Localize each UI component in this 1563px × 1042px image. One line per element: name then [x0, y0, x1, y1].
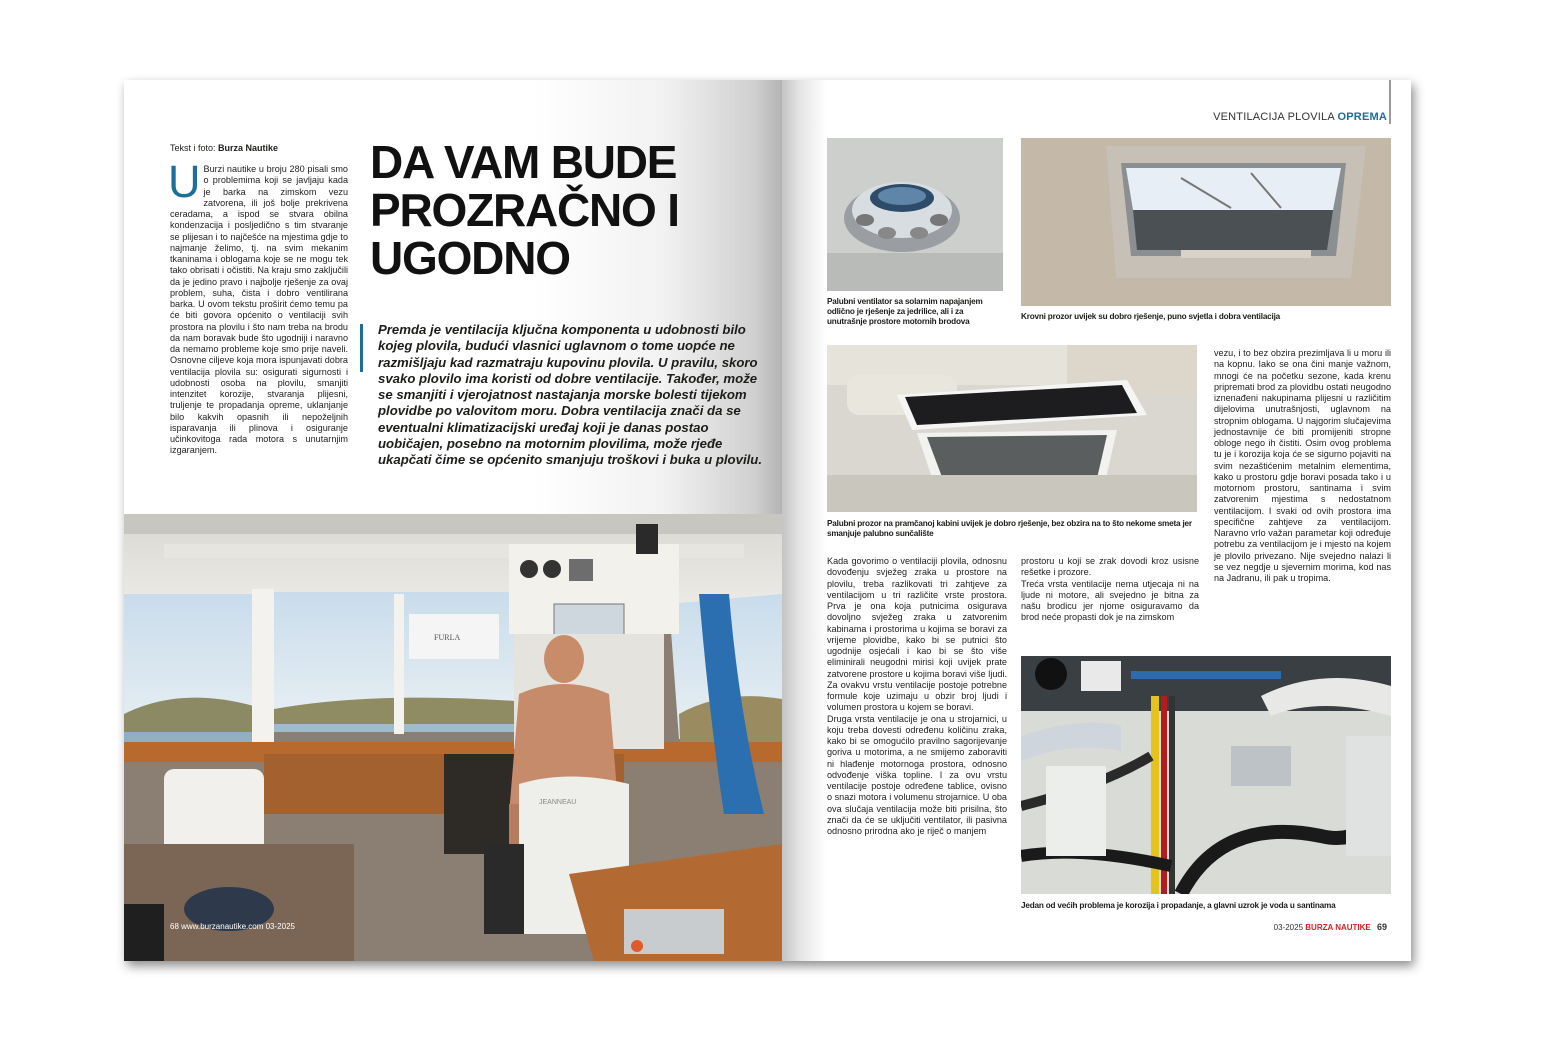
- lead-accent-bar: [360, 324, 363, 372]
- intro-column: U Burzi nautike u broju 280 pisali smo o problemima koji se javljaju kada je barka na zimskom vezu zatvorena, ili još bolje prekrivena ceradama, a ispod se stvara obilna kondenzacija i posljedično s tim stvaranje se plijesan i to najčešće na mjestima gdje to najmanje želimo, tj. na svim mekanim tkaninama i oblogama koje se ne mogu tek tako obrisati i očistiti. Na kraju smo zaključili da je jedino pravo i najbolje rješenje za ovaj problem, suha, čista i dobro ventilirana barka. U ovom tekstu proširit ćemo temu pa će biti govora općenito o ventilaciji svih prostora na plovilu i što nam treba na brodu da nam boravak bude što ugodniji i naravno da nemamo probleme koje smo prije naveli. Osnovne ciljeve koja mora ispunjavati dobra ventilacija plovila su: osigurati sigurnosti i udobnosti osoba na plovilu, smanjiti intenzitet korozije, stvaranja plijesni, truljenje te propadanja opreme, uklanjanje bilo kakvih opasnih ili nepoželjnih isparavanja ili plinova i osiguranje učinkovitoga rada motora s unutarnjim izgaranjem.: [168, 156, 348, 456]
- section-rule: [1389, 80, 1391, 124]
- towel-label: FURLA: [434, 633, 461, 642]
- dropcap: U: [168, 156, 201, 207]
- caption-engine: Jedan od većih problema je korozija i propadanje, a glavni uzrok je voda u santinama: [1021, 901, 1336, 910]
- text-column-1: Kada govorimo o ventilaciji plovila, odnosnu dovođenju svježeg zraka u prostore na plovilu, treba razlikovati tri zahtjeve za ventilacijom u tri različite vrste prostora. Prva je ona koja putnicima osigurava dovoljno svježeg zraka u zatvorenim kabinama i prostorima u kojima se boravi za vrijeme plovidbe, kako bi se putnici što ugodnije osjećali i kao bi se što više eliminirali neugodni mirisi koji uvijek prate zatvorene prostore u kojima boravi više ljudi. Za ovakvu vrstu ventilacije postoje potrebne formule koje uzimaju u obzir broj ljudi i volumen prostora u kojem se boravi. Druga vrsta ventilacije je ona u strojarnici, u koju treba dovesti određenu količinu zraka, kako bi se omogućilo pravilno sagorijevanje goriva u motorima, a ne smijemo zaboraviti ni hlađenje motornoga prostora, odnosno odvođenje viška topline. I za ovu vrstu ventilacije postoje određene tablice, ovisno o snazi motora i volumenu strojarnice. U oba ova slučaja ventilacija može biti prisilna, što znači da će se uključiti ventilator, ili pasivna odnosno prirodna ako je riječ o manjem: [827, 556, 1007, 836]
- section-tag: VENTILACIJA PLOVILA OPREMA: [1213, 111, 1387, 123]
- cockpit-photo: [124, 514, 782, 961]
- text-column-2: prostoru u koji se zrak dovodi kroz usisne rešetke i prozore. Treća vrsta ventilacije nema utjecaja ni na ljude ni motore, ali svejedno je bitna za našu brodicu jer njome osiguravamo da brod neće propasti dok je na zimskom: [1021, 556, 1199, 623]
- magazine-spread: [124, 80, 1411, 961]
- article-headline: DA VAM BUDE PROZRAČNO I UGODNO: [370, 136, 679, 284]
- lead-paragraph: Premda je ventilacija ključna komponenta u udobnosti bilo kojeg plovila, budući vlasnici uglavnom o tome uopće ne razmišljaju kad razmatraju kupovinu plovila. U pravilu, skoro svako plovilo ima koristi od dobre ventilacije. Također, može se smanjiti i vjerojatnost nastajanja morske bolesti tijekom plovidbe po valovitom moru. Dobra ventilacija znači da se eventualni klimatizacijski uređaj koji je danas postao uobičajen, posebno na motornim plovilima, može rjeđe ukapčati čime se općenito smanjuju troškovi i buka u plovilu.: [360, 322, 772, 469]
- deck-hatch-photo: [827, 345, 1197, 512]
- folio-left: 68 www.burzanautike.com 03-2025: [170, 922, 295, 931]
- left-page: [124, 80, 782, 961]
- caption-vent: Palubni ventilator sa solarnim napajanjem odlično je rješenje za jedrilice, ali i za unutrašnje prostore motornih brodova: [827, 297, 983, 326]
- roof-window-photo: [1021, 138, 1391, 306]
- deck-ventilator-photo: [827, 138, 1003, 291]
- caption-hatch: Palubni prozor na pramčanoj kabini uvijek je dobro rješenje, bez obzira na to što nekome smeta jer smanjuje palubno sunčalište: [827, 519, 1192, 538]
- right-page: [782, 80, 1411, 961]
- text-column-3: vezu, i to bez obzira prezimljava li u moru ili na kopnu. Iako se ona čini manje važnom, mnogi će na početku sezone, kada krenu pripremati brod za plovidbu ostati neugodno iznenađeni nakupinama plijesni u različitim dijelovima unutrašnjosti, uglavnom na stropnim oblogama. U najgorim slučajevima jednostavnije će biti promijeniti stropne obloge nego ih čistiti. Osim ovog problema tu je i korozija koja će se sigurno pojaviti na svim nezaštićenim metalnim elementima, kako u prostoru gdje boravi posada tako i u motornom prostoru, santinama i svim zatvorenim mjestima s nedostatnom ventilacijom. I svaki od ovih prostora ima specifične zahtjeve za ventilacijom. Naravno vrlo važan parametar koji određuje potrebu za ventilacijom je i mjesto na kojem je plovilo privezano. Nije svejedno nalazi li se vez negdje u sjevernim morima, kod nas na Jadranu, ili pak u tropima.: [1214, 348, 1391, 583]
- engine-room-photo: [1021, 656, 1391, 894]
- folio-right: 03-2025 BURZA NAUTIKE 69: [1273, 922, 1387, 932]
- byline: Tekst i foto: Burza Nautike: [170, 143, 279, 153]
- caption-roof: Krovni prozor uvijek su dobro rješenje, puno svjetla i dobra ventilacija: [1021, 312, 1281, 321]
- seat-label: JEANNEAU: [539, 799, 577, 806]
